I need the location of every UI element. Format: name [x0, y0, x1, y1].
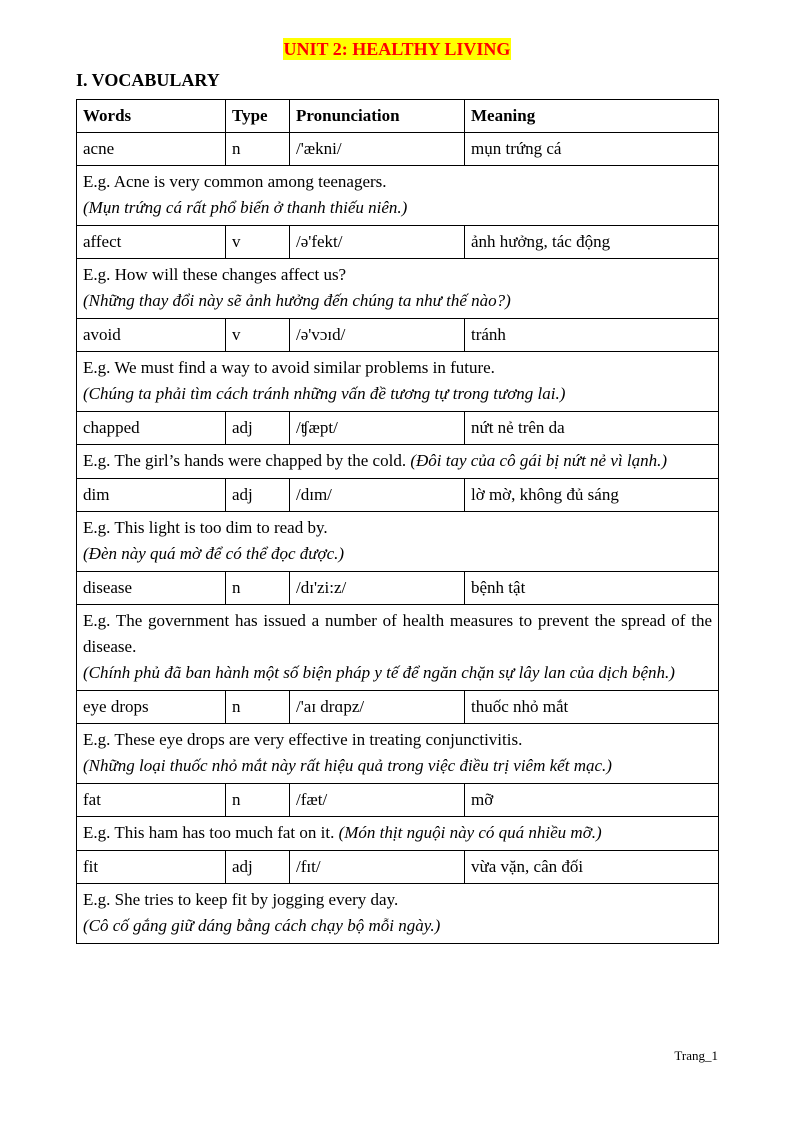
vocabulary-table	[76, 99, 719, 944]
example-row	[77, 724, 719, 784]
pronunciation-cell: /ʧæpt/	[290, 412, 465, 445]
meaning-cell: ảnh hưởng, tác động	[465, 226, 719, 259]
example-vietnamese: (Cô cố gắng giữ dáng bằng cách chạy bộ mỗi ngày.)	[83, 916, 441, 935]
example-vietnamese: (Những thay đổi này sẽ ảnh hưởng đến chúng ta như thế nào?)	[83, 291, 511, 310]
example-cell	[77, 884, 719, 944]
meaning-cell: vừa vặn, cân đối	[465, 851, 719, 884]
vocab-row	[77, 784, 719, 817]
example-cell	[77, 605, 719, 691]
vocab-row	[77, 572, 719, 605]
meaning-cell: tránh	[465, 319, 719, 352]
example-cell	[77, 259, 719, 319]
example-english: E.g. These eye drops are very effective in treating conjunctivitis.	[83, 730, 523, 749]
example-english: E.g. We must find a way to avoid similar problems in future.	[83, 358, 495, 377]
example-vietnamese: (Đôi tay của cô gái bị nứt nẻ vì lạnh.)	[410, 451, 667, 470]
example-cell	[77, 724, 719, 784]
word-cell: acne	[77, 133, 226, 166]
type-cell: n	[226, 133, 290, 166]
example-row	[77, 259, 719, 319]
example-english: E.g. How will these changes affect us?	[83, 265, 347, 284]
example-row	[77, 605, 719, 691]
table-header-row	[77, 100, 719, 133]
example-english: E.g. This ham has too much fat on it.	[83, 823, 335, 842]
pronunciation-cell: /ə'fekt/	[290, 226, 465, 259]
example-vietnamese: (Chính phủ đã ban hành một số biện pháp y tế để ngăn chặn sự lây lan của dịch bệnh.)	[83, 663, 675, 682]
page-number: Trang_1	[674, 1048, 718, 1063]
section-heading: I. VOCABULARY	[76, 70, 220, 90]
vocab-row	[77, 412, 719, 445]
word-cell: fit	[77, 851, 226, 884]
meaning-cell: mỡ	[465, 784, 719, 817]
title-container	[0, 38, 794, 60]
vocab-row	[77, 226, 719, 259]
header-pronunciation: Pronunciation	[290, 100, 465, 133]
meaning-cell: nứt nẻ trên da	[465, 412, 719, 445]
header-meaning: Meaning	[465, 100, 719, 133]
vocab-row	[77, 691, 719, 724]
pronunciation-cell: /fæt/	[290, 784, 465, 817]
example-english: E.g. Acne is very common among teenagers.	[83, 172, 387, 191]
example-row	[77, 512, 719, 572]
word-cell: chapped	[77, 412, 226, 445]
type-cell: adj	[226, 479, 290, 512]
header-words: Words	[77, 100, 226, 133]
example-row	[77, 884, 719, 944]
type-cell: n	[226, 784, 290, 817]
example-row	[77, 817, 719, 851]
type-cell: adj	[226, 412, 290, 445]
word-cell: avoid	[77, 319, 226, 352]
type-cell: n	[226, 572, 290, 605]
meaning-cell: bệnh tật	[465, 572, 719, 605]
meaning-cell: lờ mờ, không đủ sáng	[465, 479, 719, 512]
vocab-row	[77, 133, 719, 166]
example-vietnamese: (Chúng ta phải tìm cách tránh những vấn đề tương tự trong tương lai.)	[83, 384, 566, 403]
example-english: E.g. She tries to keep fit by jogging every day.	[83, 890, 399, 909]
word-cell: disease	[77, 572, 226, 605]
meaning-cell: mụn trứng cá	[465, 133, 719, 166]
example-english: E.g. The girl’s hands were chapped by the cold.	[83, 451, 407, 470]
type-cell: v	[226, 319, 290, 352]
header-type: Type	[226, 100, 290, 133]
pronunciation-cell: /dɪ'zi:z/	[290, 572, 465, 605]
example-english: E.g. The government has issued a number of health measures to prevent the spread of the disease.	[83, 611, 712, 656]
pronunciation-cell: /fɪt/	[290, 851, 465, 884]
example-row	[77, 166, 719, 226]
vocab-row	[77, 319, 719, 352]
example-cell	[77, 445, 719, 479]
vocab-row	[77, 479, 719, 512]
example-vietnamese: (Đèn này quá mờ để có thể đọc được.)	[83, 544, 345, 563]
pronunciation-cell: /'ækni/	[290, 133, 465, 166]
vocab-row	[77, 851, 719, 884]
example-vietnamese: (Mụn trứng cá rất phổ biến ở thanh thiếu niên.)	[83, 198, 408, 217]
unit-title: UNIT 2: HEALTHY LIVING	[283, 39, 511, 59]
example-cell	[77, 352, 719, 412]
example-row	[77, 352, 719, 412]
example-cell	[77, 817, 719, 851]
example-vietnamese: (Những loại thuốc nhỏ mắt này rất hiệu quả trong việc điều trị viêm kết mạc.)	[83, 756, 612, 775]
word-cell: fat	[77, 784, 226, 817]
pronunciation-cell: /ə'vɔɪd/	[290, 319, 465, 352]
example-cell	[77, 166, 719, 226]
example-english: E.g. This light is too dim to read by.	[83, 518, 328, 537]
word-cell: affect	[77, 226, 226, 259]
word-cell: eye drops	[77, 691, 226, 724]
type-cell: v	[226, 226, 290, 259]
word-cell: dim	[77, 479, 226, 512]
pronunciation-cell: /dɪm/	[290, 479, 465, 512]
pronunciation-cell: /'aɪ drɑpz/	[290, 691, 465, 724]
example-cell	[77, 512, 719, 572]
meaning-cell: thuốc nhỏ mắt	[465, 691, 719, 724]
example-vietnamese: (Món thịt nguội này có quá nhiều mỡ.)	[338, 823, 602, 842]
type-cell: adj	[226, 851, 290, 884]
example-row	[77, 445, 719, 479]
type-cell: n	[226, 691, 290, 724]
